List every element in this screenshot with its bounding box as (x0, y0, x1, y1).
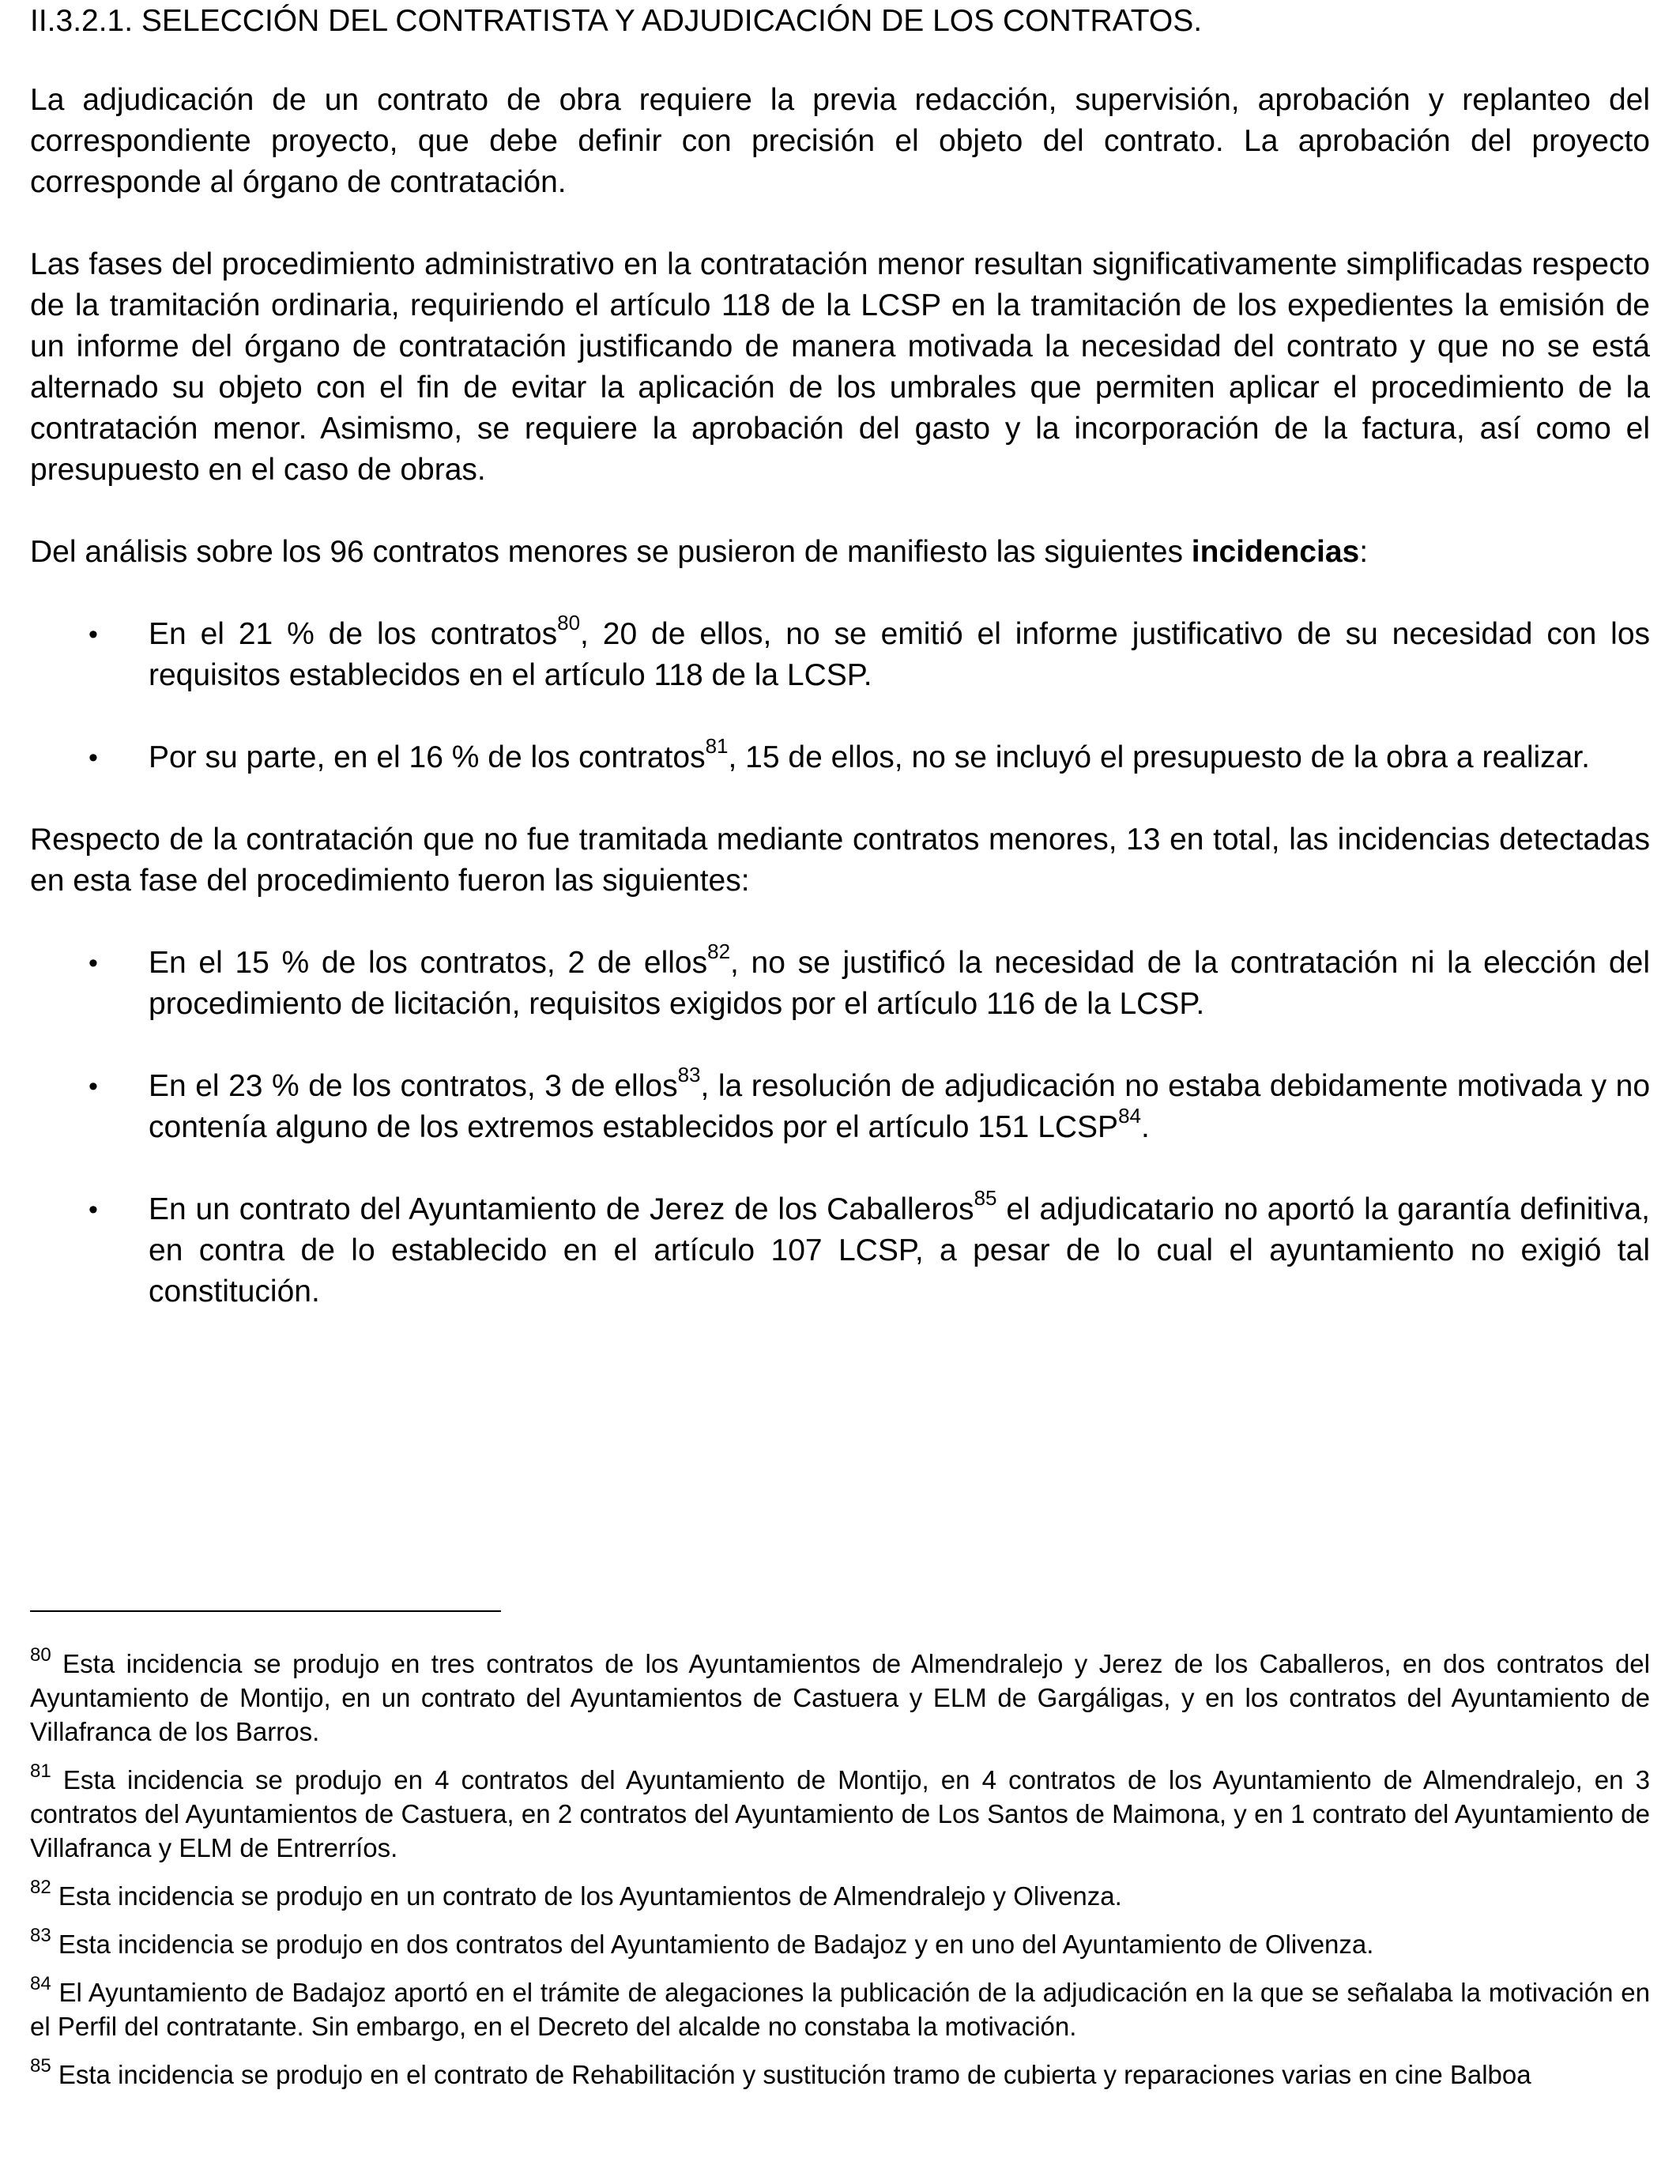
footnote-number: 82 (30, 1877, 51, 1898)
footnote-text: Esta incidencia se produjo en tres contratos de los Ayuntamientos de Almendralejo y Jerez de los Caballeros, en dos contratos del Ayuntamiento de Montijo, en un contrato del Ayuntamientos de Castuera y ELM de Gargáligas, y en los contratos del Ayuntamiento de Villafranca de los Barros. (30, 1649, 1650, 1746)
footnote-text: Esta incidencia se produjo en 4 contratos del Ayuntamiento de Montijo, en 4 contratos de los Ayuntamiento de Almendralejo, en 3 contratos del Ayuntamientos de Castuera, en 2 contratos del Ayuntamiento de Los Santos de Maimona, y en 1 contrato del Ayuntamiento de Villafranca y ELM de Entrerríos. (30, 1765, 1650, 1862)
footnote-ref-84[interactable]: 84 (1118, 1104, 1141, 1128)
footnote-text: Esta incidencia se produjo en dos contratos del Ayuntamiento de Badajoz y en uno del Ayuntamiento de Olivenza. (51, 1930, 1374, 1959)
footnote-ref-81[interactable]: 81 (705, 734, 729, 758)
footnotes (30, 1644, 1650, 2092)
footnote-number: 83 (30, 1925, 51, 1946)
footnote-ref-82[interactable]: 82 (707, 939, 731, 963)
list-item-text: Por su parte, en el 16 % de los contratos (149, 740, 706, 774)
footnote-text: El Ayuntamiento de Badajoz aportó en el trámite de alegaciones la publicación de la adjudicación en la que se señalaba la motivación en el Perfil del contratante. Sin embargo, en el Decreto del alcalde no constaba la motivación. (30, 1978, 1650, 2041)
bullet-icon: • (89, 1195, 98, 1225)
list-item-text: el adjudicatario no aportó la garantía definitiva, en contra de lo establecido en el artículo 107 LCSP, a pesar de lo cual el ayuntamiento no exigió tal constitución. (149, 1192, 1650, 1309)
analysis-intro-colon: : (1359, 535, 1369, 569)
footnote-84 (30, 1975, 1650, 2043)
list-item (30, 1186, 1650, 1312)
footnote-82 (30, 1879, 1650, 1913)
footnote-ref-83[interactable]: 83 (677, 1063, 701, 1086)
paragraph-project-approval: La adjudicación de un contrato de obra requiere la previa redacción, supervisión, aprobación y replanteo del correspondiente proyecto, que debe definir con precisión el objeto del contrato. La aprobación del proyecto corresponde al órgano de contratación. (30, 83, 1650, 199)
list-item-text: En el 23 % de los contratos, 3 de ellos (149, 1069, 678, 1103)
analysis-intro-bold: incidencias (1191, 535, 1360, 569)
list-item (30, 611, 1651, 696)
footnote-text: Esta incidencia se produjo en el contrato de Rehabilitación y sustitución tramo de cubierta y reparaciones varias en cine Balboa (51, 2060, 1531, 2089)
footnote-number: 84 (30, 1973, 51, 1994)
footnote-number: 85 (30, 2055, 51, 2077)
list-item-text: En un contrato del Ayuntamiento de Jerez de los Caballeros (149, 1192, 974, 1226)
bullet-icon: • (89, 1071, 98, 1101)
list-item-text: En el 21 % de los contratos (149, 617, 558, 651)
list-item (30, 1063, 1651, 1148)
footnote-80 (30, 1644, 1650, 1749)
list-item-text: , 20 de ellos, no se emitió el informe justificativo de su necesidad con los requisitos establecidos en el artículo 118 de la LCSP. (149, 617, 1651, 692)
footnote-text: Esta incidencia se produjo en un contrato de los Ayuntamientos de Almendralejo y Olivenza. (51, 1881, 1122, 1911)
list-item-text: . (1141, 1110, 1150, 1144)
list-item-text: , la resolución de adjudicación no estaba debidamente motivada y no contenía alguno de los extremos establecidos por el artículo 151 LCSP (149, 1069, 1651, 1144)
list-item-text: En el 15 % de los contratos, 2 de ellos (149, 946, 708, 980)
paragraph-analysis-intro (30, 532, 1650, 573)
non-minor-incidents-list (30, 939, 1651, 1312)
document-body (30, 0, 1650, 1312)
section-heading: II.3.2.1. SELECCIÓN DEL CONTRATISTA Y ADJUDICACIÓN DE LOS CONTRATOS. (30, 4, 1203, 38)
footnote-81 (30, 1760, 1650, 1865)
minor-contract-incidents-list (30, 611, 1651, 778)
footnote-83 (30, 1927, 1650, 1961)
list-item (30, 734, 1650, 778)
footnote-ref-80[interactable]: 80 (557, 611, 581, 634)
footnote-separator (30, 1610, 501, 1612)
paragraph-non-minor-contracts: Respecto de la contratación que no fue tramitada mediante contratos menores, 13 en total, las incidencias detectadas en esta fase del procedimiento fueron las siguientes: (30, 823, 1650, 898)
footnote-85 (30, 2055, 1650, 2092)
bullet-icon: • (89, 619, 98, 650)
paragraph-minor-contracts-phases: Las fases del procedimiento administrativo en la contratación menor resultan significativamente simplificadas respecto de la tramitación ordinaria, requiriendo el artículo 118 de la LCSP en la tramitación de los expedientes la emisión de un informe del órgano de contratación justificando de manera motivada la necesidad del contrato y que no se está alternado su objeto con el fin de evitar la aplicación de los umbrales que permiten aplicar el procedimiento de la contratación menor. Asimismo, se requiere la aprobación del gasto y la incorporación de la factura, así como el presupuesto en el caso de obras. (30, 247, 1650, 487)
bullet-icon: • (89, 743, 98, 773)
analysis-intro-text: Del análisis sobre los 96 contratos menores se pusieron de manifiesto las siguientes (30, 535, 1192, 569)
bullet-icon: • (89, 948, 98, 978)
footnote-ref-85[interactable]: 85 (974, 1186, 997, 1210)
footnote-number: 81 (30, 1760, 51, 1782)
list-item-text: , 15 de ellos, no se incluyó el presupuesto de la obra a realizar. (728, 740, 1591, 774)
list-item-text: , no se justificó la necesidad de la contratación ni la elección del procedimiento de licitación, requisitos exigidos por el artículo 116 de la LCSP. (149, 946, 1650, 1021)
list-item (30, 939, 1650, 1025)
footnote-number: 80 (30, 1644, 51, 1666)
